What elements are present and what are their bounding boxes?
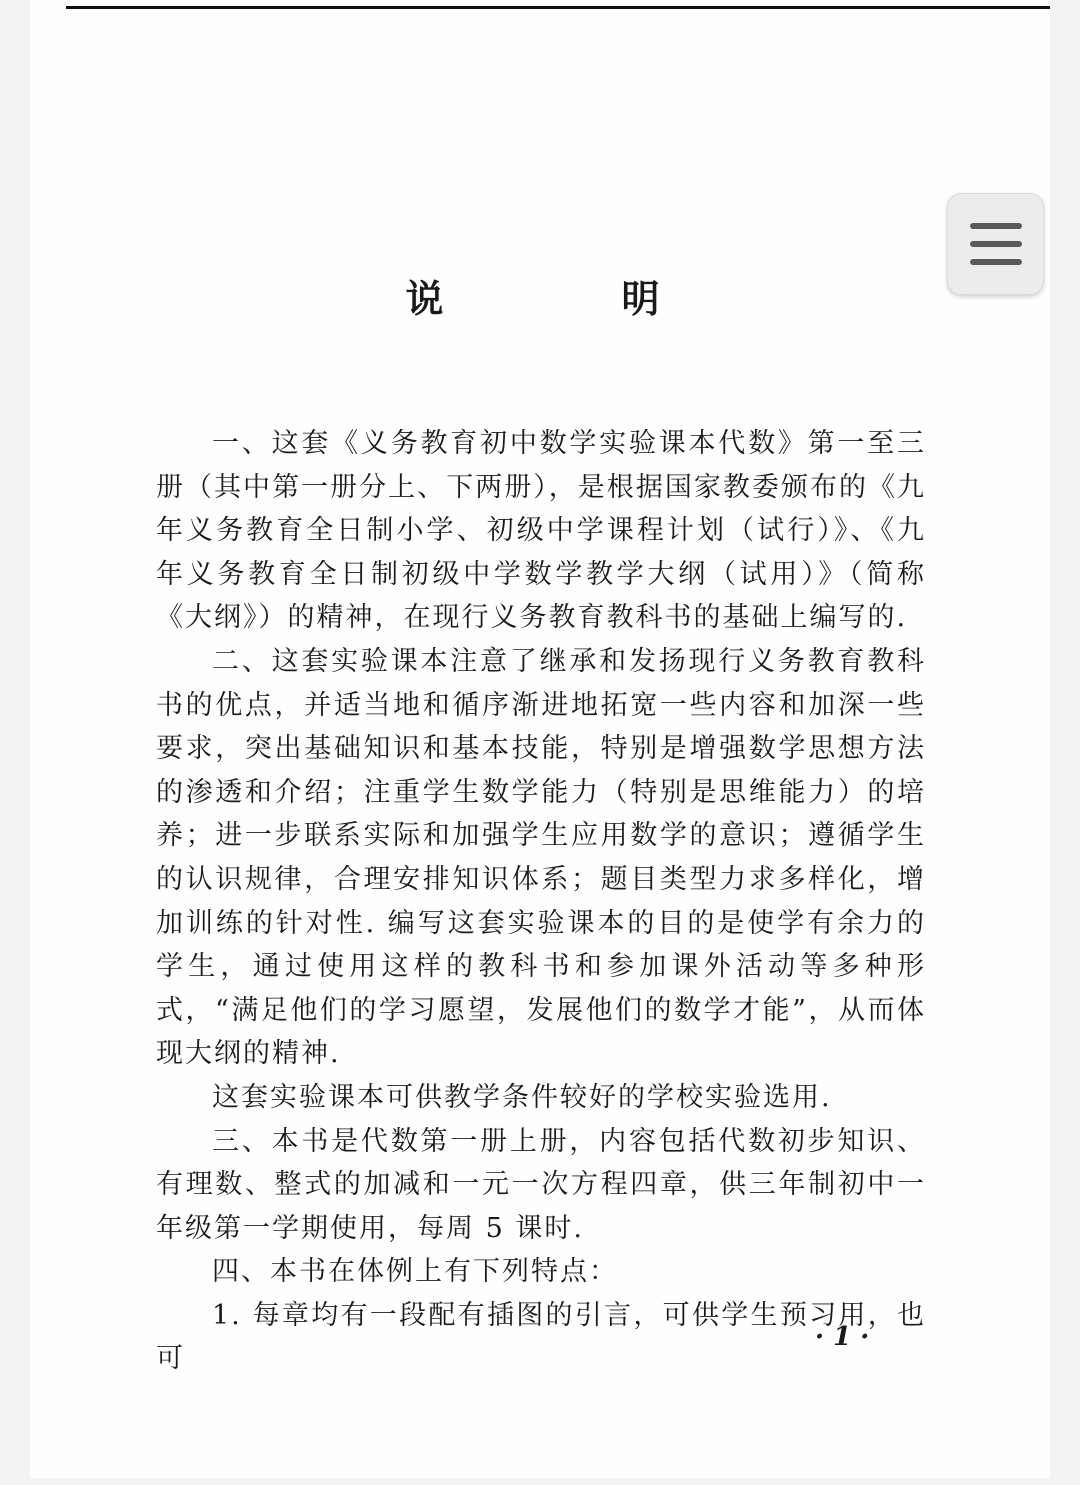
header-rule <box>66 6 1050 9</box>
hamburger-menu-icon <box>968 219 1024 269</box>
paragraph-4: 三、本书是代数第一册上册，内容包括代数初步知识、有理数、整式的加减和一元一次方程四章，供三年制初中一年级第一学期使用，每周 5 课时. <box>156 1125 926 1244</box>
page-number: · 1 · <box>815 1322 870 1352</box>
scanned-page <box>30 0 1050 1478</box>
paragraph-5: 四、本书在体例上有下列特点： <box>212 1256 618 1288</box>
page-title: 说 明 <box>405 276 730 321</box>
paragraph-3: 这套实验课本可供教学条件较好的学校实验选用. <box>212 1081 832 1113</box>
paragraph-6: 1. 每章均有一段配有插图的引言，可供学生预习用，也可 <box>156 1299 926 1375</box>
paragraph-2: 二、这套实验课本注意了继承和发扬现行义务教育教科书的优点，并适当地和循序渐进地拓宽一些内容和加深一些要求，突出基础知识和基本技能，特别是增强数学思想方法的渗透和介绍；注重学生数学能力（特别是思维能力）的培养；进一步联系实际和加强学生应用数学的意识；遵循学生的认识规律，合理安排知识体系；题目类型力求多样化，增加训练的针对性. 编写这套实验课本的目的是使学有余力的学生，通过使用这样的教科书和参加课外活动等多种形式，“满足他们的学习愿望，发展他们的数学才能”，从而体现大纲的精神. <box>156 645 926 1070</box>
paragraph-1: 一、这套《义务教育初中数学实验课本代数》第一至三册（其中第一册分上、下两册），是根据国家教委颁布的《九年义务教育全日制小学、初级中学课程计划（试行）》、《九年义务教育全日制初级中学数学教学大纲（试用）》（简称《大纲》）的精神，在现行义务教育教科书的基础上编写的. <box>156 428 926 634</box>
menu-button[interactable] <box>947 193 1044 295</box>
body-text <box>156 422 926 1381</box>
